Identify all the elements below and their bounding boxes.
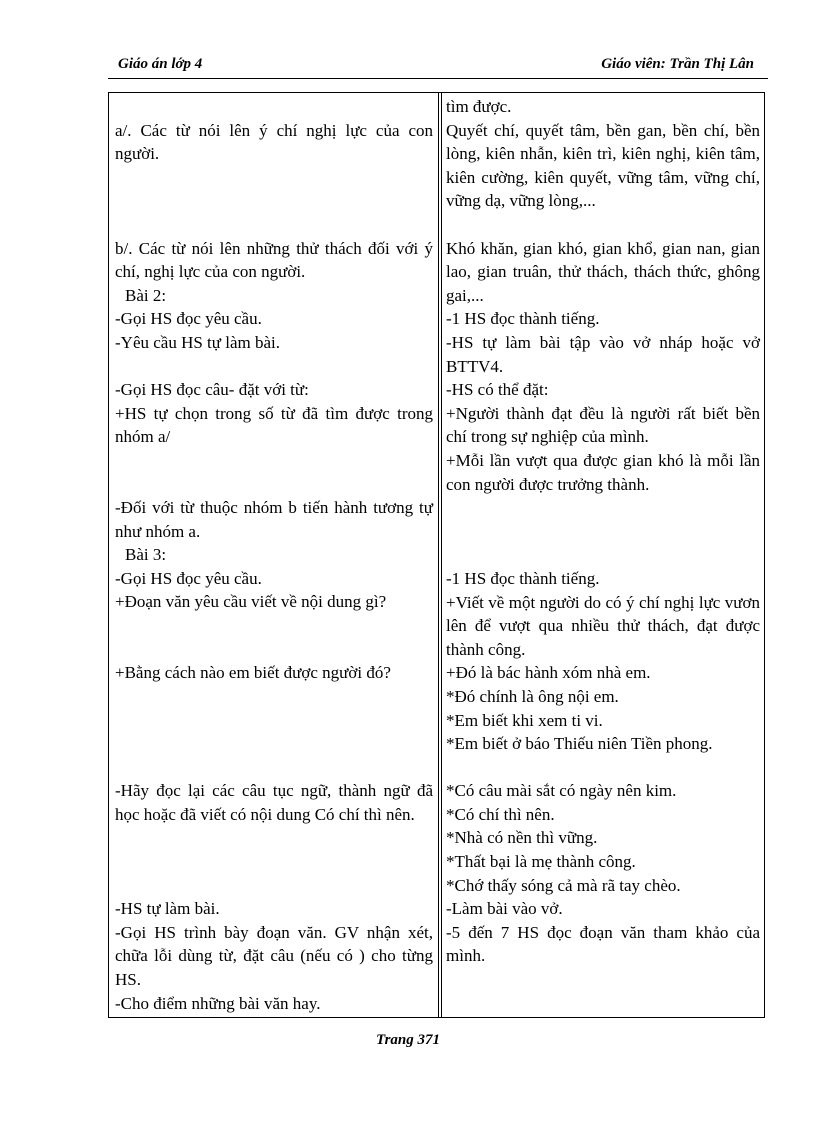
left-column-item: [115, 638, 433, 662]
left-column-item: -Gọi HS đọc yêu cầu.: [115, 568, 262, 588]
student-activities-column: [446, 95, 760, 968]
right-column-item: *Có chí thì nên.: [446, 804, 555, 824]
left-column-item: -Gọi HS đọc yêu cầu.: [115, 309, 262, 329]
right-column-item: -HS có thể đặt:: [446, 380, 549, 400]
left-column-item: +Bằng cách nào em biết được người đó?: [115, 663, 391, 683]
header-left-title: Giáo án lớp 4: [118, 56, 203, 72]
right-column-item: *Chớ thấy sóng cả mà rã tay chèo.: [446, 875, 681, 895]
right-column-item: *Em biết khi xem ti vi.: [446, 710, 603, 730]
right-column-item: tìm được.: [446, 97, 512, 116]
left-column-item: [115, 166, 433, 237]
right-column-item: +Viết về một người do có ý chí nghị lực vươn lên để vượt qua nhiều thử thách, đạt được thành công.: [446, 592, 760, 659]
left-column-item: [115, 95, 433, 119]
header-rule: [108, 78, 768, 79]
left-column-item: -Cho điểm những bài văn hay.: [115, 993, 321, 1013]
left-column-item: +Đoạn văn yêu cầu viết về nội dung gì?: [115, 592, 387, 612]
left-column-item: -Đối với từ thuộc nhóm b tiến hành tương tự như nhóm a.: [115, 498, 433, 541]
header-right-teacher: Giáo viên: Trần Thị Lân: [601, 56, 754, 72]
left-column-item: -Gọi HS đọc câu- đặt với từ:: [115, 380, 309, 400]
right-column-item: *Đó chính là ông nội em.: [446, 686, 619, 706]
teacher-activities-column: [115, 95, 433, 1015]
left-column-item: -Yêu cầu HS tự làm bài.: [115, 332, 281, 352]
right-column-item: -Làm bài vào vở.: [446, 899, 563, 919]
left-column-item: Bài 3:: [125, 545, 167, 565]
right-column-item: Quyết chí, quyết tâm, bền gan, bền chí, bền lòng, kiên nhẫn, kiên trì, kiên nghị, kiên tâm, kiên cường, kiên quyết, vững tâm, vững chí, vững dạ, vững lòng,...: [446, 120, 760, 211]
right-column-item: Khó khăn, gian khó, gian khổ, gian nan, gian lao, gian truân, thử thách, thách thức, ghông gai,...: [446, 238, 760, 305]
left-column-item: [115, 449, 433, 496]
left-column-item: Bài 2:: [125, 285, 167, 305]
right-column-item: +Người thành đạt đều là người rất biết bền chí trong sự nghiệp của mình.: [446, 403, 760, 447]
page-number: Trang 371: [375, 1032, 441, 1048]
left-column-item: +HS tự chọn trong số từ đã tìm được trong nhóm a/: [115, 403, 433, 447]
right-column-item: *Nhà có nền thì vững.: [446, 828, 598, 848]
left-column-item: -Gọi HS trình bày đoạn văn. GV nhận xét, chữa lỗi dùng từ, đặt câu (nếu có ) cho từng HS.: [115, 922, 433, 990]
right-column-item: *Có câu mài sắt có ngày nên kim.: [446, 781, 677, 801]
left-column-item: [115, 355, 433, 379]
right-column-item: -1 HS đọc thành tiếng.: [446, 568, 600, 588]
right-column-item: +Mỗi lần vượt qua được gian khó là mỗi lần con người được trưởng thành.: [446, 450, 760, 494]
right-column-item: *Thất bại là mẹ thành công.: [446, 852, 636, 872]
right-column-item: [446, 496, 760, 567]
left-column-item: -HS tự làm bài.: [115, 899, 220, 919]
column-divider: [438, 93, 439, 1017]
right-column-item: -5 đến 7 HS đọc đoạn văn tham khảo của mình.: [446, 922, 760, 966]
right-column-item: *Em biết ở báo Thiếu niên Tiền phong.: [446, 734, 713, 754]
right-column-item: -1 HS đọc thành tiếng.: [446, 309, 600, 329]
left-column-item: -Hãy đọc lại các câu tục ngữ, thành ngữ đã học hoặc đã viết có nội dung Có chí thì nên.: [115, 781, 433, 824]
left-column-item: a/. Các từ nói lên ý chí nghị lực của con người.: [115, 120, 433, 164]
left-column-item: [115, 708, 433, 779]
left-column-item: b/. Các từ nói lên những thử thách đối với ý chí, nghị lực của con người.: [115, 238, 433, 282]
left-column-item: [115, 850, 433, 897]
lesson-table: [108, 92, 765, 1018]
right-column-item: +Đó là bác hành xóm nhà em.: [446, 663, 651, 683]
right-column-item: -HS tự làm bài tập vào vở nháp hoặc vở BTTV4.: [446, 332, 760, 376]
